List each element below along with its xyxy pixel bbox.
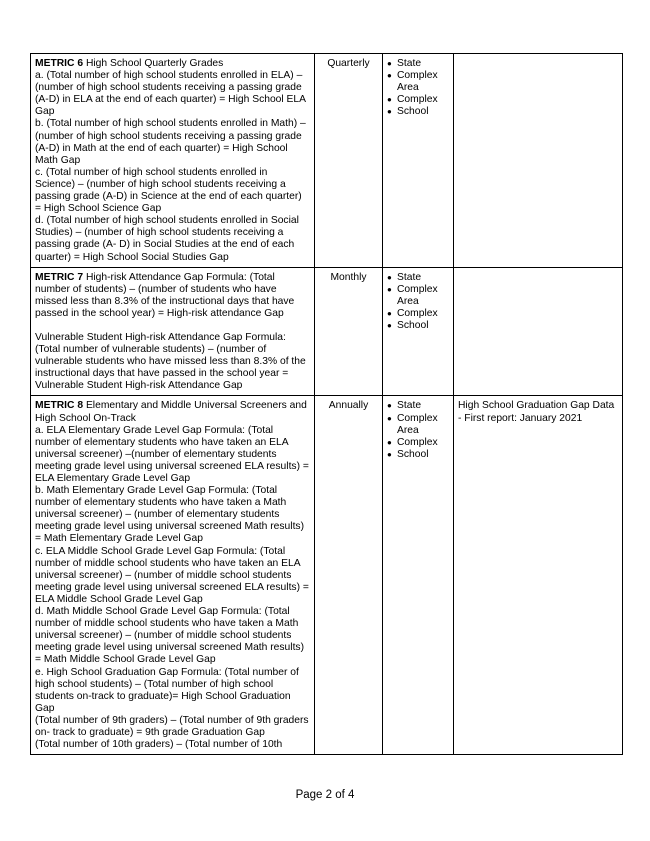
description-line: b. (Total number of high school students enrolled in Math) – (number of high school students receiving a passing grade (A-D) in Math at the end of each quarter) = High School Math Gap [35, 118, 306, 166]
metric-description [31, 54, 315, 268]
description-line: d. (Total number of high school students enrolled in Social Studies) – (number of high school students receiving a passing grade (A- D) in Social Studies at the end of each quarter) = High School Social Studies Gap [35, 215, 299, 263]
description-line: (Total number of 9th graders) – (Total number of 9th graders on- track to graduate) = 9th grade Graduation Gap [35, 714, 309, 738]
frequency-cell: Monthly [315, 267, 383, 396]
metric-label: METRIC 7 [35, 271, 84, 283]
description-line: Vulnerable Student High-risk Attendance Gap Formula: (Total number of vulnerable students) – (number of vulnerable students who have missed less than 8.3% of the instructional days that have passed in the school year = Vulnerable Student High-risk Attendance Gap [35, 331, 306, 392]
level-item: ● School [387, 449, 449, 461]
description-line: b. Math Elementary Grade Level Gap Formula: (Total number of elementary students who have taken a Math universal screener) – (number of elementary students meeting grade level using universal screened Math results) = Math Elementary Grade Level Gap [35, 485, 305, 545]
levels-cell [383, 267, 454, 396]
description-line: High School Quarterly Grades [85, 58, 224, 69]
level-item: ● Complex Area [387, 413, 449, 437]
description-line: e. High School Graduation Gap Formula: (Total number of high school students) – (Total number of high school students on-track to graduate)= High School Graduation Gap [35, 666, 299, 714]
description-line: c. ELA Middle School Grade Level Gap Formula: (Total number of middle school students who have taken an ELA universal screener) – (number of middle school students meeting grade level using universal screened ELA results) = ELA Middle School Grade Level Gap [35, 545, 309, 605]
metric-label: METRIC 6 [35, 58, 84, 69]
frequency-cell: Annually [315, 396, 383, 755]
description-line: Elementary and Middle Universal Screeners and High School On-Track [35, 400, 307, 424]
page-number: Page 2 of 4 [295, 789, 355, 801]
description-line: a. (Total number of high school students enrolled in ELA) – (number of high school students receiving a passing grade (A-D) in ELA at the end of each quarter) = High School ELA Gap [35, 70, 306, 118]
table-row [31, 267, 623, 396]
metrics-table [30, 53, 623, 755]
level-item: ● Complex Area [387, 70, 449, 94]
description-line: High-risk Attendance Gap Formula: (Total number of students) – (number of students who have missed less than 8.3% of the instructional days that have passed in the school year) = High-risk attendance Gap [35, 271, 295, 319]
levels-list [387, 400, 449, 460]
levels-cell [383, 54, 454, 268]
metric-description [31, 396, 315, 755]
level-item: ● Complex Area [387, 284, 449, 308]
notes-cell: High School Graduation Gap Data - First report: January 2021 [454, 396, 623, 755]
level-item: ● Complex [387, 308, 449, 320]
level-item: ● State [387, 400, 449, 412]
levels-cell [383, 396, 454, 755]
level-item: ● State [387, 58, 449, 70]
level-item: ● Complex [387, 437, 449, 449]
table-row [31, 54, 623, 268]
level-item: ● School [387, 106, 449, 118]
description-line: c. (Total number of high school students enrolled in Science) – (number of high school students receiving a passing grade (A-D) in Science at the end of each quarter) = High School Science Gap [35, 166, 302, 215]
level-item: ● Complex [387, 94, 449, 106]
notes-cell [454, 54, 623, 268]
notes-cell [454, 267, 623, 396]
description-line: (Total number of 10th graders) – (Total number of 10th [35, 739, 283, 751]
table-row [31, 396, 623, 755]
level-item: ● School [387, 320, 449, 332]
metric-description [31, 267, 315, 396]
levels-list [387, 272, 449, 332]
level-item: ● State [387, 272, 449, 284]
description-line: a. ELA Elementary Grade Level Gap Formula: (Total number of elementary students who have taken an ELA universal screener) –(number of elementary students meeting grade level using universal screened ELA results) = ELA Elementary Grade Level Gap [35, 424, 309, 484]
metric-label: METRIC 8 [35, 400, 84, 412]
blank-line [35, 320, 310, 332]
levels-list [387, 58, 449, 118]
description-line: d. Math Middle School Grade Level Gap Formula: (Total number of middle school students who have taken a Math universal screener) – (number of middle school students meeting grade level using universal screened Math results) = Math Middle School Grade Level Gap [35, 606, 305, 666]
frequency-cell: Quarterly [315, 54, 383, 268]
